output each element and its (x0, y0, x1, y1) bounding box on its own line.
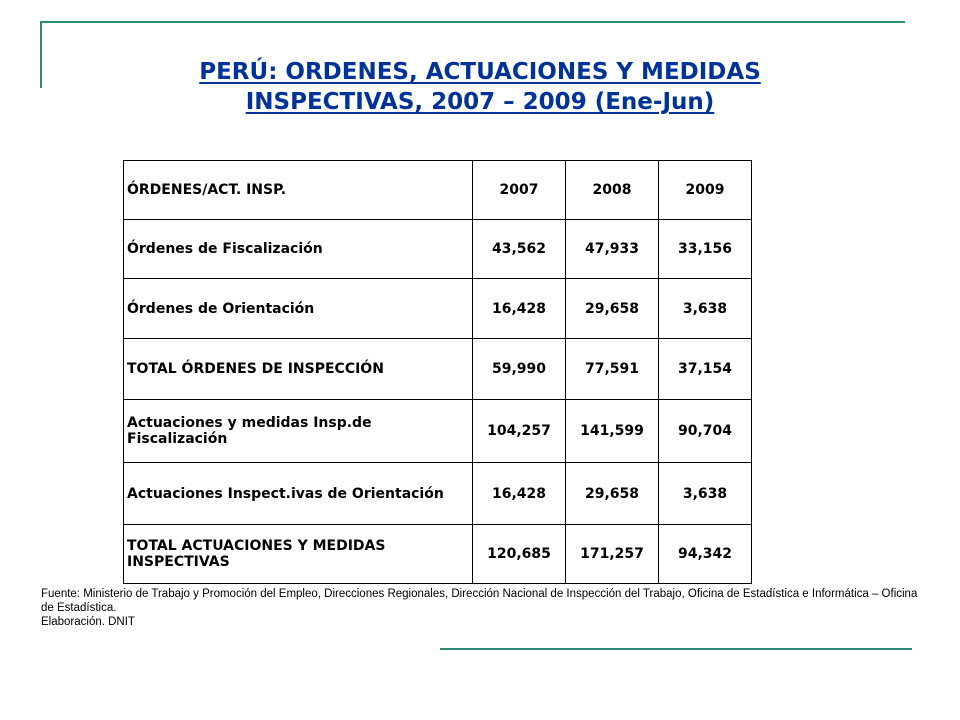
cell-2008: 77,591 (566, 339, 659, 400)
slide-title (0, 57, 960, 117)
row-label: TOTAL ACTUACIONES Y MEDIDAS INSPECTIVAS (124, 525, 473, 584)
header-cell-2008: 2008 (566, 161, 659, 220)
cell-2008: 171,257 (566, 525, 659, 584)
row-label: Órdenes de Fiscalización (124, 220, 473, 279)
cell-2009: 90,704 (659, 400, 752, 463)
cell-2008: 47,933 (566, 220, 659, 279)
cell-2008: 141,599 (566, 400, 659, 463)
source-text: Fuente: Ministerio de Trabajo y Promoción del Empleo, Direcciones Regionales, Dirección Nacional de Inspección del Trabajo, Oficina de Estadística e Informática – Oficina de Estadística. (41, 588, 918, 614)
cell-2008: 29,658 (566, 279, 659, 339)
row-label: TOTAL ÓRDENES DE INSPECCIÓN (124, 339, 473, 400)
slide-title-line-2: INSPECTIVAS, 2007 – 2009 (Ene-Jun) (245, 89, 715, 115)
slide-title-line-1: PERÚ: ORDENES, ACTUACIONES Y MEDIDAS (199, 59, 761, 85)
header-cell-2009: 2009 (659, 161, 752, 220)
header-cell-2007: 2007 (473, 161, 566, 220)
table-row (124, 220, 752, 279)
row-label: Actuaciones y medidas Insp.de Fiscalización (124, 400, 473, 463)
cell-2007: 104,257 (473, 400, 566, 463)
cell-2009: 33,156 (659, 220, 752, 279)
cell-2009: 3,638 (659, 279, 752, 339)
cell-2007: 43,562 (473, 220, 566, 279)
bottom-rule-line (440, 648, 912, 650)
table-header-row (124, 161, 752, 220)
table-row (124, 463, 752, 525)
cell-2009: 37,154 (659, 339, 752, 400)
inspections-table (123, 160, 752, 584)
cell-2008: 29,658 (566, 463, 659, 525)
table-row (124, 400, 752, 463)
source-note (41, 587, 921, 629)
cell-2007: 16,428 (473, 279, 566, 339)
table-row (124, 339, 752, 400)
table-row (124, 279, 752, 339)
table-row (124, 525, 752, 584)
header-cell-category: ÓRDENES/ACT. INSP. (124, 161, 473, 220)
cell-2009: 94,342 (659, 525, 752, 584)
cell-2007: 59,990 (473, 339, 566, 400)
row-label: Actuaciones Inspect.ivas de Orientación (124, 463, 473, 525)
cell-2007: 16,428 (473, 463, 566, 525)
row-label: Órdenes de Orientación (124, 279, 473, 339)
cell-2007: 120,685 (473, 525, 566, 584)
cell-2009: 3,638 (659, 463, 752, 525)
credit-text: Elaboración. DNIT (41, 616, 135, 628)
top-rule-line (40, 21, 905, 23)
